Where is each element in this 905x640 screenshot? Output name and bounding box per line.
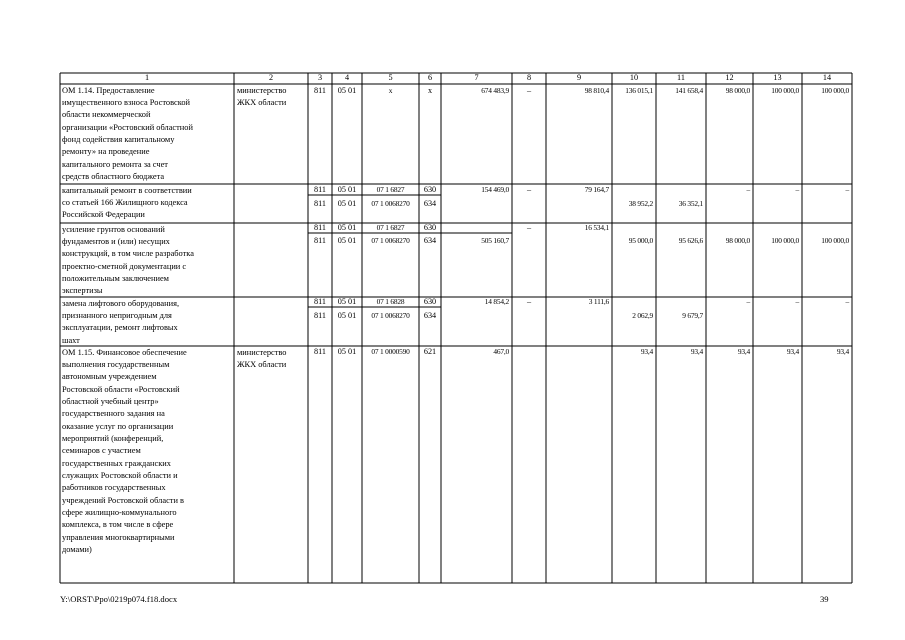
table-cell: 07 1 6827 <box>376 185 405 194</box>
table-cell: 93,4 <box>690 347 703 356</box>
description-line: средств областного бюджета <box>62 171 165 181</box>
table-cell: 674 483,9 <box>481 86 509 95</box>
table-cell: 811 <box>314 185 326 194</box>
description-line: семинаров с участием <box>62 446 141 456</box>
description-line: шахт <box>62 335 80 345</box>
description-line: государственных гражданских <box>62 458 171 468</box>
document-path: Y:\ORST\Ppo\0219p074.f18.docx <box>60 594 178 604</box>
table-cell: 05 01 <box>337 86 357 95</box>
table-cell: – <box>526 223 532 232</box>
table-cell: 16 534,1 <box>584 223 609 232</box>
table-cell: 634 <box>423 199 437 208</box>
column-header: 6 <box>427 73 433 82</box>
description-line: фонд содействия капитальному <box>62 134 175 144</box>
description-line: ОМ 1.14. Предоставление <box>62 85 155 95</box>
table-cell: 630 <box>423 185 437 194</box>
row-description <box>62 185 192 222</box>
table-cell: – <box>795 297 799 306</box>
table-cell: x <box>388 86 393 95</box>
description-line: Ростовской области «Ростовский <box>62 384 180 394</box>
table-cell: 136 015,1 <box>625 86 653 95</box>
column-header: 11 <box>677 73 685 82</box>
table-cell: 79 164,7 <box>584 185 609 194</box>
table-cell: – <box>746 297 750 306</box>
table-cell: 05 01 <box>337 199 357 208</box>
table-cell: 07 1 0000590 <box>371 347 410 356</box>
description-line: признанного непригодным для <box>62 310 172 320</box>
row-description <box>62 85 193 184</box>
table-cell: 2 062,9 <box>632 311 653 320</box>
table-cell: 07 1 0068270 <box>371 199 410 208</box>
description-line: имущественного взноса Ростовской <box>62 97 191 107</box>
table-cell: 07 1 6828 <box>376 297 405 306</box>
table-cell: 100 000,0 <box>771 86 799 95</box>
table-cell: 141 658,4 <box>675 86 703 95</box>
table-cell: 14 854,2 <box>484 297 509 306</box>
table-cell: 05 01 <box>337 236 357 245</box>
table-cell: 98 000,0 <box>725 236 750 245</box>
description-line: государственного задания на <box>62 409 165 419</box>
column-header: 2 <box>268 73 274 82</box>
table-cell: 36 352,1 <box>678 199 703 208</box>
table-cell: – <box>845 297 849 306</box>
table-cell: 9 679,7 <box>682 311 703 320</box>
table-cell: – <box>845 185 849 194</box>
responsible-organization <box>237 347 287 372</box>
column-header: 10 <box>629 73 639 82</box>
column-header: 14 <box>822 73 832 82</box>
table-cell: – <box>746 185 750 194</box>
table-cell: 811 <box>314 86 326 95</box>
table-cell: 93,4 <box>836 347 849 356</box>
table-cell: 07 1 0068270 <box>371 311 410 320</box>
column-header: 3 <box>317 73 323 82</box>
table-cell: 05 01 <box>337 311 357 320</box>
table-cell: 634 <box>423 311 437 320</box>
description-line: проектно-сметной документации с <box>62 261 187 271</box>
table-cell: – <box>526 86 532 95</box>
table-cell: 154 469,0 <box>481 185 509 194</box>
table-cell: – <box>795 185 799 194</box>
description-line: капитального ремонта за счет <box>62 159 168 169</box>
description-line: экспертизы <box>62 286 103 296</box>
organization-line: ЖКХ области <box>237 359 287 369</box>
table-cell: 05 01 <box>337 297 357 306</box>
table-cell: 07 1 6827 <box>376 223 405 232</box>
description-line: управления многоквартирными <box>62 532 175 542</box>
column-header: 7 <box>474 73 479 82</box>
description-line: положительным заключением <box>62 273 169 283</box>
column-header: 13 <box>773 73 782 82</box>
column-header: 8 <box>526 73 532 82</box>
column-header: 4 <box>344 73 350 82</box>
table-cell: 467,0 <box>493 347 509 356</box>
description-line: домами) <box>62 545 92 554</box>
table-cell: 38 952,2 <box>628 199 653 208</box>
description-line: конструкций, в том числе разработка <box>62 249 194 259</box>
organization-line: министерство <box>237 85 287 95</box>
table-cell: 93,4 <box>786 347 799 356</box>
table-cell: 630 <box>423 223 437 232</box>
column-header: 5 <box>388 73 393 82</box>
table-cell: – <box>526 297 532 306</box>
table-cell: 100 000,0 <box>821 86 849 95</box>
table-cell: 811 <box>314 236 326 245</box>
table-cell: 05 01 <box>337 223 357 232</box>
table-cell: 98 810,4 <box>584 86 609 95</box>
table-cell: x <box>427 86 433 95</box>
table-cell: – <box>526 185 532 194</box>
table-cell: 811 <box>314 347 326 356</box>
description-line: комплекса, в том числе в сфере <box>62 520 174 530</box>
page-number: 39 <box>820 594 829 604</box>
table-cell: 07 1 0068270 <box>371 236 410 245</box>
table-cell: 95 626,6 <box>678 236 703 245</box>
description-line: фундаментов и (или) несущих <box>62 236 170 246</box>
table-cell: 05 01 <box>337 347 357 356</box>
row-description <box>62 298 179 347</box>
table-cell: 811 <box>314 199 326 208</box>
table-cell: 100 000,0 <box>821 236 849 245</box>
description-line: эксплуатации, ремонт лифтовых <box>62 323 178 333</box>
table-cell: 811 <box>314 223 326 232</box>
description-line: замена лифтового оборудования, <box>62 298 180 308</box>
table-cell: 634 <box>423 236 437 245</box>
responsible-organization <box>237 85 287 110</box>
row-description <box>62 224 194 298</box>
description-line: служащих Ростовской области и <box>62 470 178 480</box>
table-cell: 811 <box>314 311 326 320</box>
column-header: 9 <box>576 73 582 82</box>
row-description <box>62 347 187 557</box>
column-header: 12 <box>725 73 734 82</box>
table-cell: 621 <box>423 347 437 356</box>
description-line: области некоммерческой <box>62 110 151 120</box>
table-cell: 05 01 <box>337 185 357 194</box>
table-cell: 93,4 <box>640 347 653 356</box>
table-cell: 98 000,0 <box>725 86 750 95</box>
table-cell: 811 <box>314 297 326 306</box>
description-line: организации «Ростовский областной <box>62 122 193 132</box>
description-line: капитальный ремонт в соответствии <box>62 185 192 195</box>
table-cell: 95 000,0 <box>628 236 653 245</box>
table-cell: 505 160,7 <box>481 236 509 245</box>
description-line: со статьей 166 Жилищного кодекса <box>62 197 188 207</box>
table-cell: 630 <box>423 297 437 306</box>
table-cell: 100 000,0 <box>771 236 799 245</box>
description-line: ремонту» на проведение <box>62 147 150 157</box>
description-line: учреждений Ростовской области в <box>62 495 184 505</box>
description-line: Российской Федерации <box>62 210 145 220</box>
column-header: 1 <box>144 73 150 82</box>
description-line: сфере жилищно-коммунального <box>62 507 177 517</box>
description-line: мероприятий (конференций, <box>62 433 164 443</box>
description-line: ОМ 1.15. Финансовое обеспечение <box>62 347 187 357</box>
description-line: оказание услуг по организации <box>62 421 174 431</box>
table-cell: 93,4 <box>737 347 750 356</box>
organization-line: ЖКХ области <box>237 97 287 107</box>
description-line: усиление грунтов оснований <box>62 224 165 234</box>
description-line: работников государственных <box>62 483 166 493</box>
description-line: областной учебный центр» <box>62 396 159 406</box>
table-cell: 3 111,6 <box>588 297 609 306</box>
organization-line: министерство <box>237 347 287 357</box>
description-line: автономным учреждением <box>62 372 157 382</box>
description-line: выполнения государственным <box>62 359 170 369</box>
